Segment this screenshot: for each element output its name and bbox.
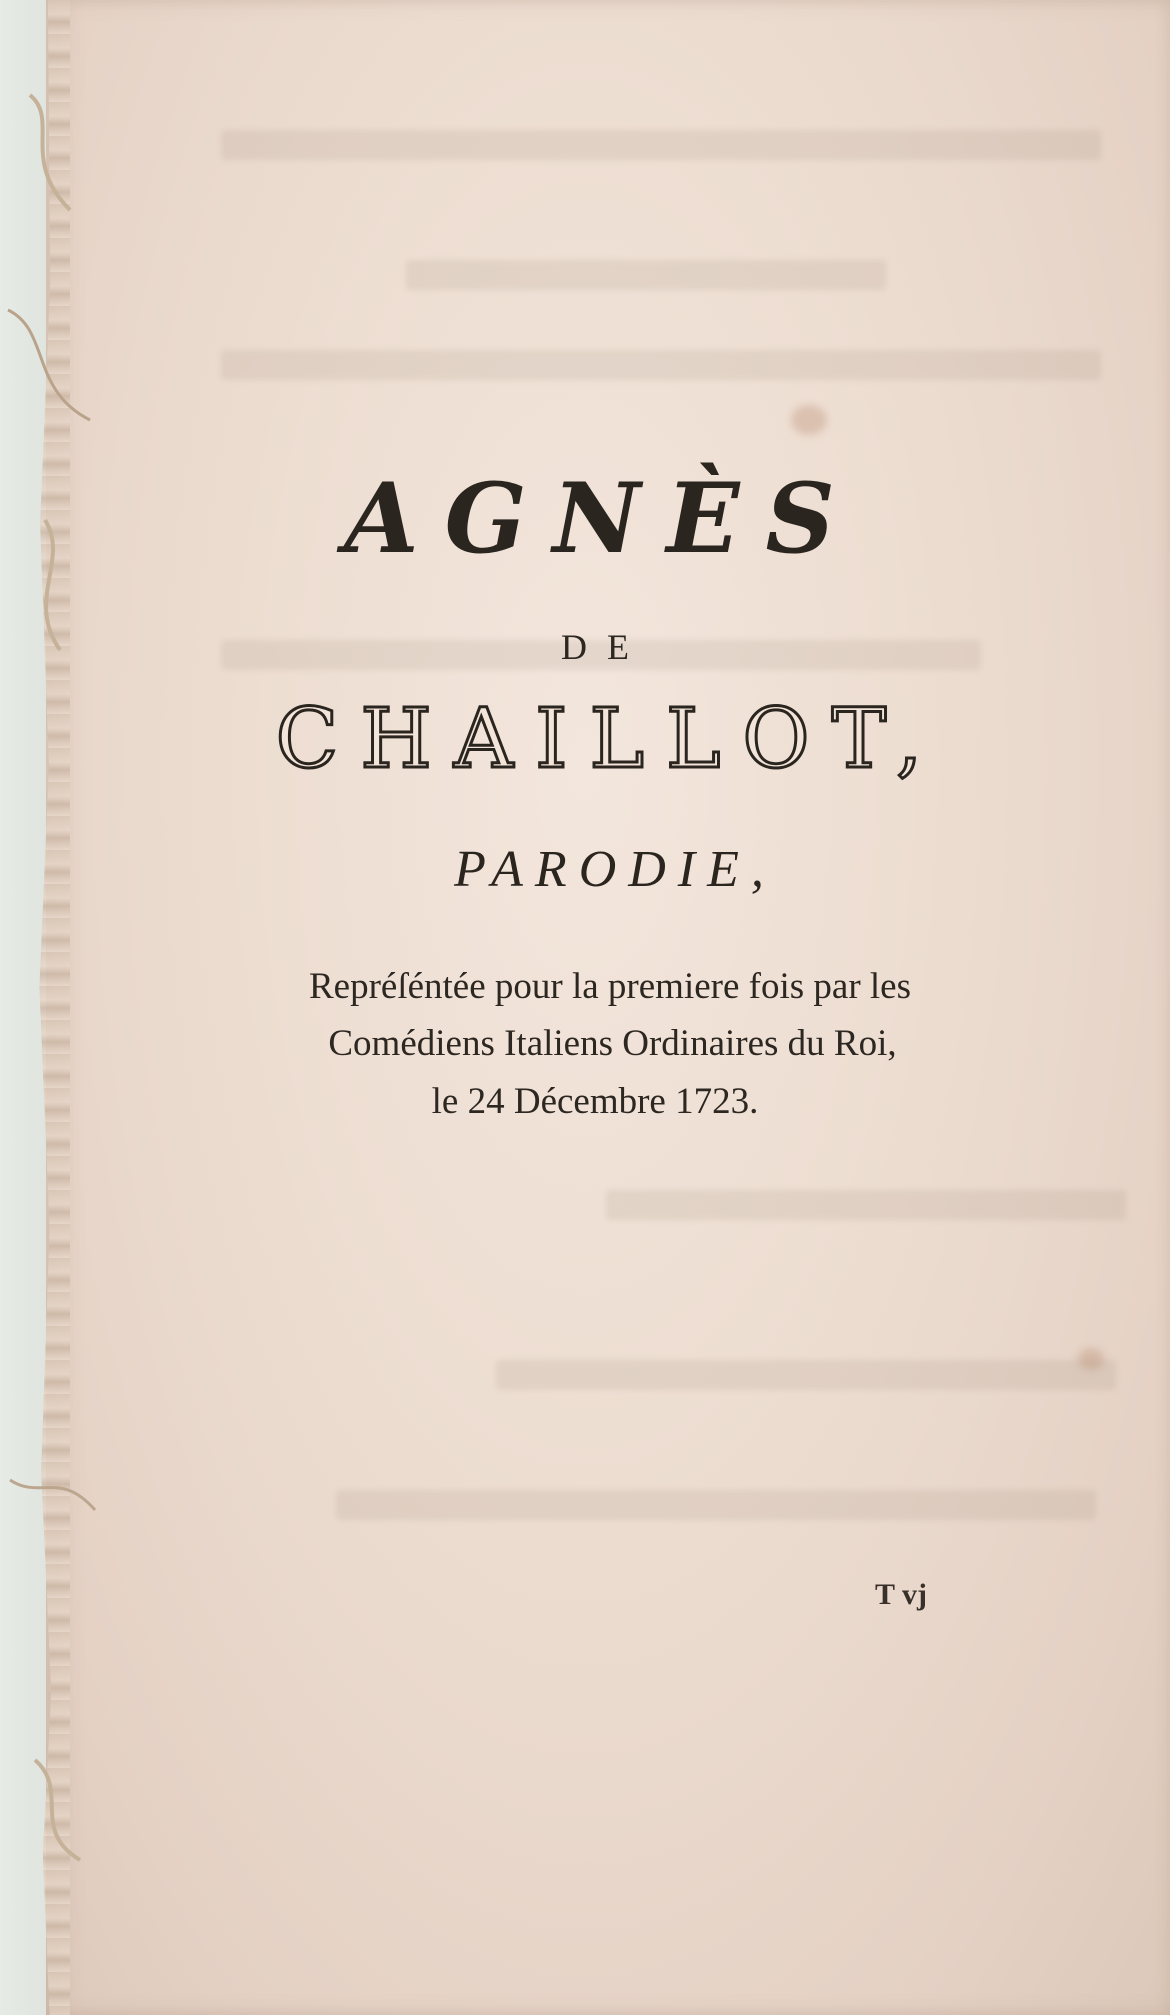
bleed-through-line [496,1360,1116,1390]
performance-line-3: le 24 Décembre 1723. [431,1081,759,1122]
foxing-spot [791,405,827,435]
title-connector: DE [561,627,649,667]
bleed-through-line [406,260,886,290]
performance-line-2: Comédiens Italiens Ordinaires du Roi, [328,1023,897,1064]
bleed-through-line [221,130,1101,160]
bleed-through-line [606,1190,1126,1220]
bleed-through-line [336,1490,1096,1520]
signature-mark: T vj [875,1578,927,1611]
title-genre: PARODIE, [454,841,776,898]
title-main: AGNÈS [344,462,861,575]
foxing-spot [1078,1348,1104,1370]
title-place: CHAILLOT, [275,692,945,787]
performance-line-1: Repréſéntée pour la premiere fois par les [308,966,911,1007]
bleed-through-line [221,350,1101,380]
